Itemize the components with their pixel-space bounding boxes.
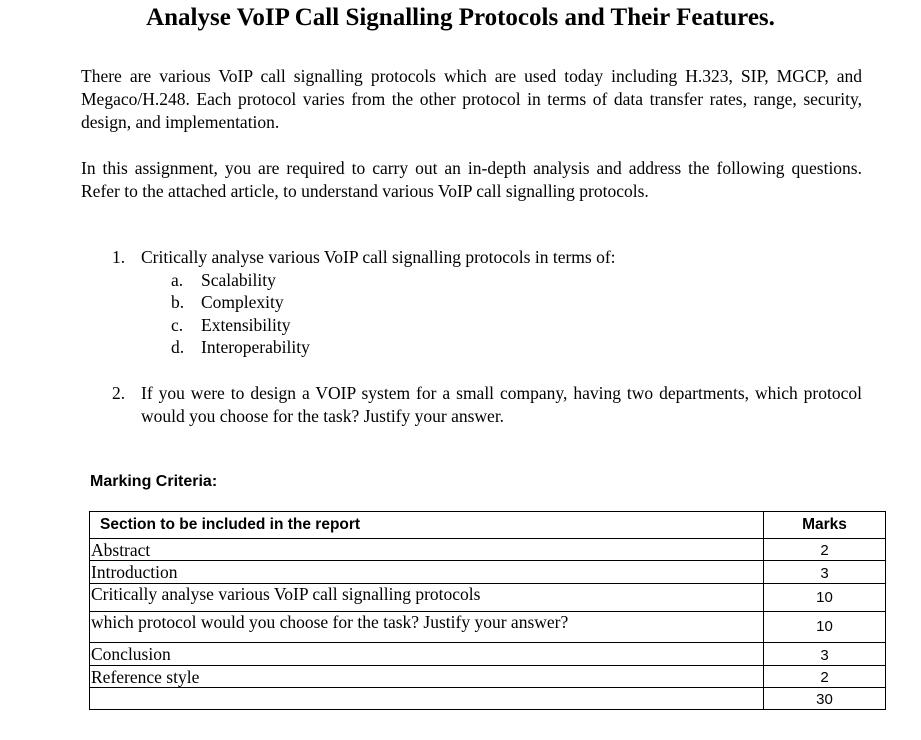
table-row	[90, 612, 886, 643]
row-section	[90, 688, 764, 710]
table-total-row	[90, 688, 886, 710]
table-row	[90, 561, 886, 584]
row-marks: 3	[764, 561, 886, 584]
subitem-text: Complexity	[201, 292, 284, 312]
subitem-interoperability	[171, 336, 310, 358]
assignment-paragraph: In this assignment, you are required to carry out an in-depth analysis and address the following questions. Refer to the attached article, to understand various VoIP call signalling protocols.	[81, 158, 862, 201]
marking-criteria-table	[89, 511, 886, 710]
subitem-scalability	[171, 269, 276, 291]
table-row	[90, 539, 886, 561]
row-marks: 2	[764, 539, 886, 561]
table-header-row	[90, 512, 886, 539]
row-marks: 10	[764, 612, 886, 643]
table-row	[90, 666, 886, 688]
subitem-complexity	[171, 291, 284, 313]
row-section: which protocol would you choose for the task? Justify your answer?	[90, 612, 764, 643]
subitem-extensibility	[171, 314, 290, 336]
subitem-letter: b.	[171, 292, 185, 312]
row-section: Introduction	[90, 561, 764, 584]
question-2-number: 2.	[112, 383, 126, 403]
subitem-letter: c.	[171, 315, 184, 335]
question-1-number: 1.	[112, 247, 126, 267]
header-marks: Marks	[764, 512, 886, 539]
row-marks: 10	[764, 584, 886, 612]
row-section: Reference style	[90, 666, 764, 688]
question-2-text: If you were to design a VOIP system for a small company, having two departments, which protocol would you choose for the task? Justify your answer.	[141, 383, 862, 426]
marking-criteria-heading: Marking Criteria:	[90, 473, 218, 490]
row-marks: 3	[764, 643, 886, 666]
subitem-text: Scalability	[201, 270, 276, 290]
intro-paragraph: There are various VoIP call signalling protocols which are used today including H.323, SIP, MGCP, and Megaco/H.248. Each protocol varies from the other protocol in terms of data transfer rates, range, security, design, and implementation.	[81, 66, 862, 132]
header-section: Section to be included in the report	[90, 512, 764, 539]
row-section: Abstract	[90, 539, 764, 561]
table-row	[90, 584, 886, 612]
table-row	[90, 643, 886, 666]
subitem-letter: a.	[171, 270, 184, 290]
document-title: Analyse VoIP Call Signalling Protocols and Their Features.	[146, 4, 775, 31]
subitem-text: Extensibility	[201, 315, 291, 335]
subitem-text: Interoperability	[201, 337, 310, 357]
subitem-letter: d.	[171, 337, 185, 357]
total-marks: 30	[764, 688, 886, 710]
question-1-text: Critically analyse various VoIP call signalling protocols in terms of:	[141, 247, 616, 267]
row-section: Conclusion	[90, 643, 764, 666]
row-marks: 2	[764, 666, 886, 688]
row-section: Critically analyse various VoIP call signalling protocols	[90, 584, 764, 612]
